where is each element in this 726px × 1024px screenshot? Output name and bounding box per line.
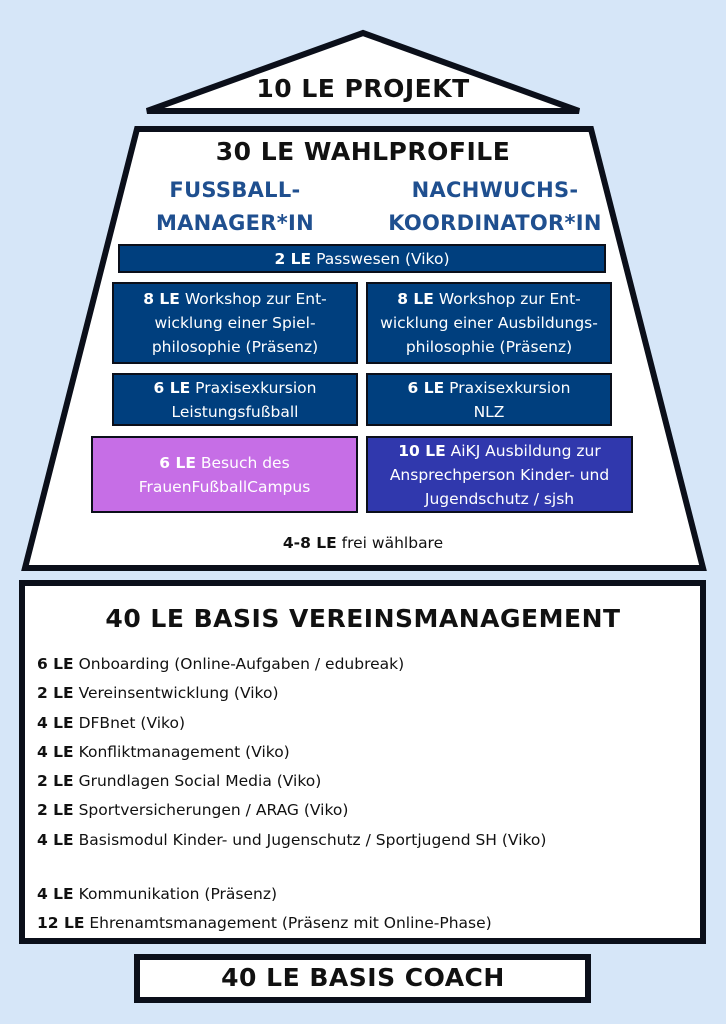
list-item-le: 2 LE <box>37 801 74 820</box>
profile-fussballmanager <box>120 174 350 240</box>
module-exkursion-nlz-line-1: Praxisexkursion <box>444 378 571 397</box>
list-item <box>37 880 697 909</box>
wahlprofile-title: 30 LE WAHLPROFILE <box>215 137 511 166</box>
module-workshop-ausbildungsphilosophie-line-2: wicklung einer Ausbildungs- <box>380 314 598 332</box>
basis-coach-title: 40 LE BASIS COACH <box>221 963 505 992</box>
module-aikj-ausbildung-line-2: Ansprechperson Kinder- und <box>389 465 610 484</box>
list-item <box>37 650 697 679</box>
list-item-text: Basismodul Kinder- und Jugenschutz / Sportjugend SH (Viko) <box>73 830 547 849</box>
module-exkursion-leistungsfussball-line-2: Leistungsfußball <box>171 402 299 421</box>
projekt-title: 10 LE PROJEKT <box>256 74 470 103</box>
frei-waehlbare-le: 4-8 LE <box>282 534 337 552</box>
module-frauenfussballcampus-le: 6 LE <box>159 453 196 472</box>
list-item-text: Kommunikation (Präsenz) <box>73 885 278 904</box>
list-item <box>37 796 697 825</box>
module-aikj-ausbildung-le: 10 LE <box>398 441 446 460</box>
frei-waehlbare <box>0 534 726 552</box>
list-item <box>37 679 697 708</box>
profile-fussballmanager-line-1: FUSSBALL- <box>169 178 301 202</box>
list-item-text: Onboarding (Online-Aufgaben / edubreak) <box>73 655 405 673</box>
module-exkursion-nlz <box>366 373 612 426</box>
module-workshop-ausbildungsphilosophie-le: 8 LE <box>397 290 434 308</box>
list-item-le: 6 LE <box>37 655 74 673</box>
profile-nachwuchskoordinator-line-1: NACHWUCHS- <box>411 178 579 202</box>
basis-vereinsmanagement-title: 40 LE BASIS VEREINSMANAGEMENT <box>105 604 621 633</box>
list-item <box>37 709 697 738</box>
module-passwesen-le: 2 LE <box>274 249 312 268</box>
module-frauenfussballcampus-line-2: FrauenFußballCampus <box>138 477 311 496</box>
module-passwesen-text: Passwesen (Viko) <box>316 249 450 268</box>
module-aikj-ausbildung <box>366 436 633 513</box>
frei-waehlbare-text: frei wählbare <box>336 534 444 552</box>
list-item <box>37 738 697 767</box>
list-item-text: Vereinsentwicklung (Viko) <box>73 684 279 703</box>
module-exkursion-leistungsfussball-le: 6 LE <box>153 378 191 397</box>
module-workshop-ausbildungsphilosophie <box>366 282 612 364</box>
list-item-le: 2 LE <box>37 772 74 791</box>
list-item <box>37 909 697 938</box>
list-item-le: 2 LE <box>37 684 74 703</box>
module-workshop-spielphilosophie-line-2: wicklung einer Spiel- <box>154 314 316 332</box>
list-item-text: Grundlagen Social Media (Viko) <box>73 772 322 791</box>
module-workshop-spielphilosophie-line-1: Workshop zur Ent- <box>179 290 327 308</box>
module-frauenfussballcampus <box>91 436 358 513</box>
module-exkursion-leistungsfussball-line-1: Praxisexkursion <box>190 378 317 397</box>
module-frauenfussballcampus-line-1: Besuch des <box>195 453 290 472</box>
module-exkursion-leistungsfussball <box>112 373 358 426</box>
module-workshop-spielphilosophie-line-3: philosophie (Präsenz) <box>151 338 319 356</box>
basis-vereinsmanagement-list <box>37 650 697 939</box>
profile-fussballmanager-line-2: MANAGER*IN <box>155 211 315 235</box>
module-workshop-ausbildungsphilosophie-line-3: philosophie (Präsenz) <box>405 338 573 356</box>
list-item-text: Ehrenamtsmanagement (Präsenz mit Online-Phase) <box>84 914 492 933</box>
module-passwesen <box>118 244 606 273</box>
list-item-le: 12 LE <box>37 914 85 933</box>
module-workshop-spielphilosophie-le: 8 LE <box>143 290 180 308</box>
module-workshop-ausbildungsphilosophie-line-1: Workshop zur Ent- <box>433 290 581 308</box>
module-workshop-spielphilosophie <box>112 282 358 364</box>
list-item-le: 4 LE <box>37 830 74 849</box>
list-item-le: 4 LE <box>37 885 74 904</box>
profile-nachwuchskoordinator-line-2: KOORDINATOR*IN <box>388 211 602 235</box>
module-aikj-ausbildung-line-1: AiKJ Ausbildung zur <box>445 441 601 460</box>
list-item-text: DFBnet (Viko) <box>73 713 186 732</box>
module-aikj-ausbildung-line-3: Jugendschutz / sjsh <box>424 489 575 508</box>
module-exkursion-nlz-le: 6 LE <box>407 378 445 397</box>
list-item-le: 4 LE <box>37 742 74 761</box>
list-item-text: Sportversicherungen / ARAG (Viko) <box>73 801 349 820</box>
list-item-text: Konfliktmanagement (Viko) <box>73 742 290 761</box>
list-item <box>37 826 697 855</box>
list-item <box>37 767 697 796</box>
profile-nachwuchskoordinator <box>380 174 610 240</box>
list-item-le: 4 LE <box>37 713 74 732</box>
module-exkursion-nlz-line-2: NLZ <box>473 402 505 421</box>
